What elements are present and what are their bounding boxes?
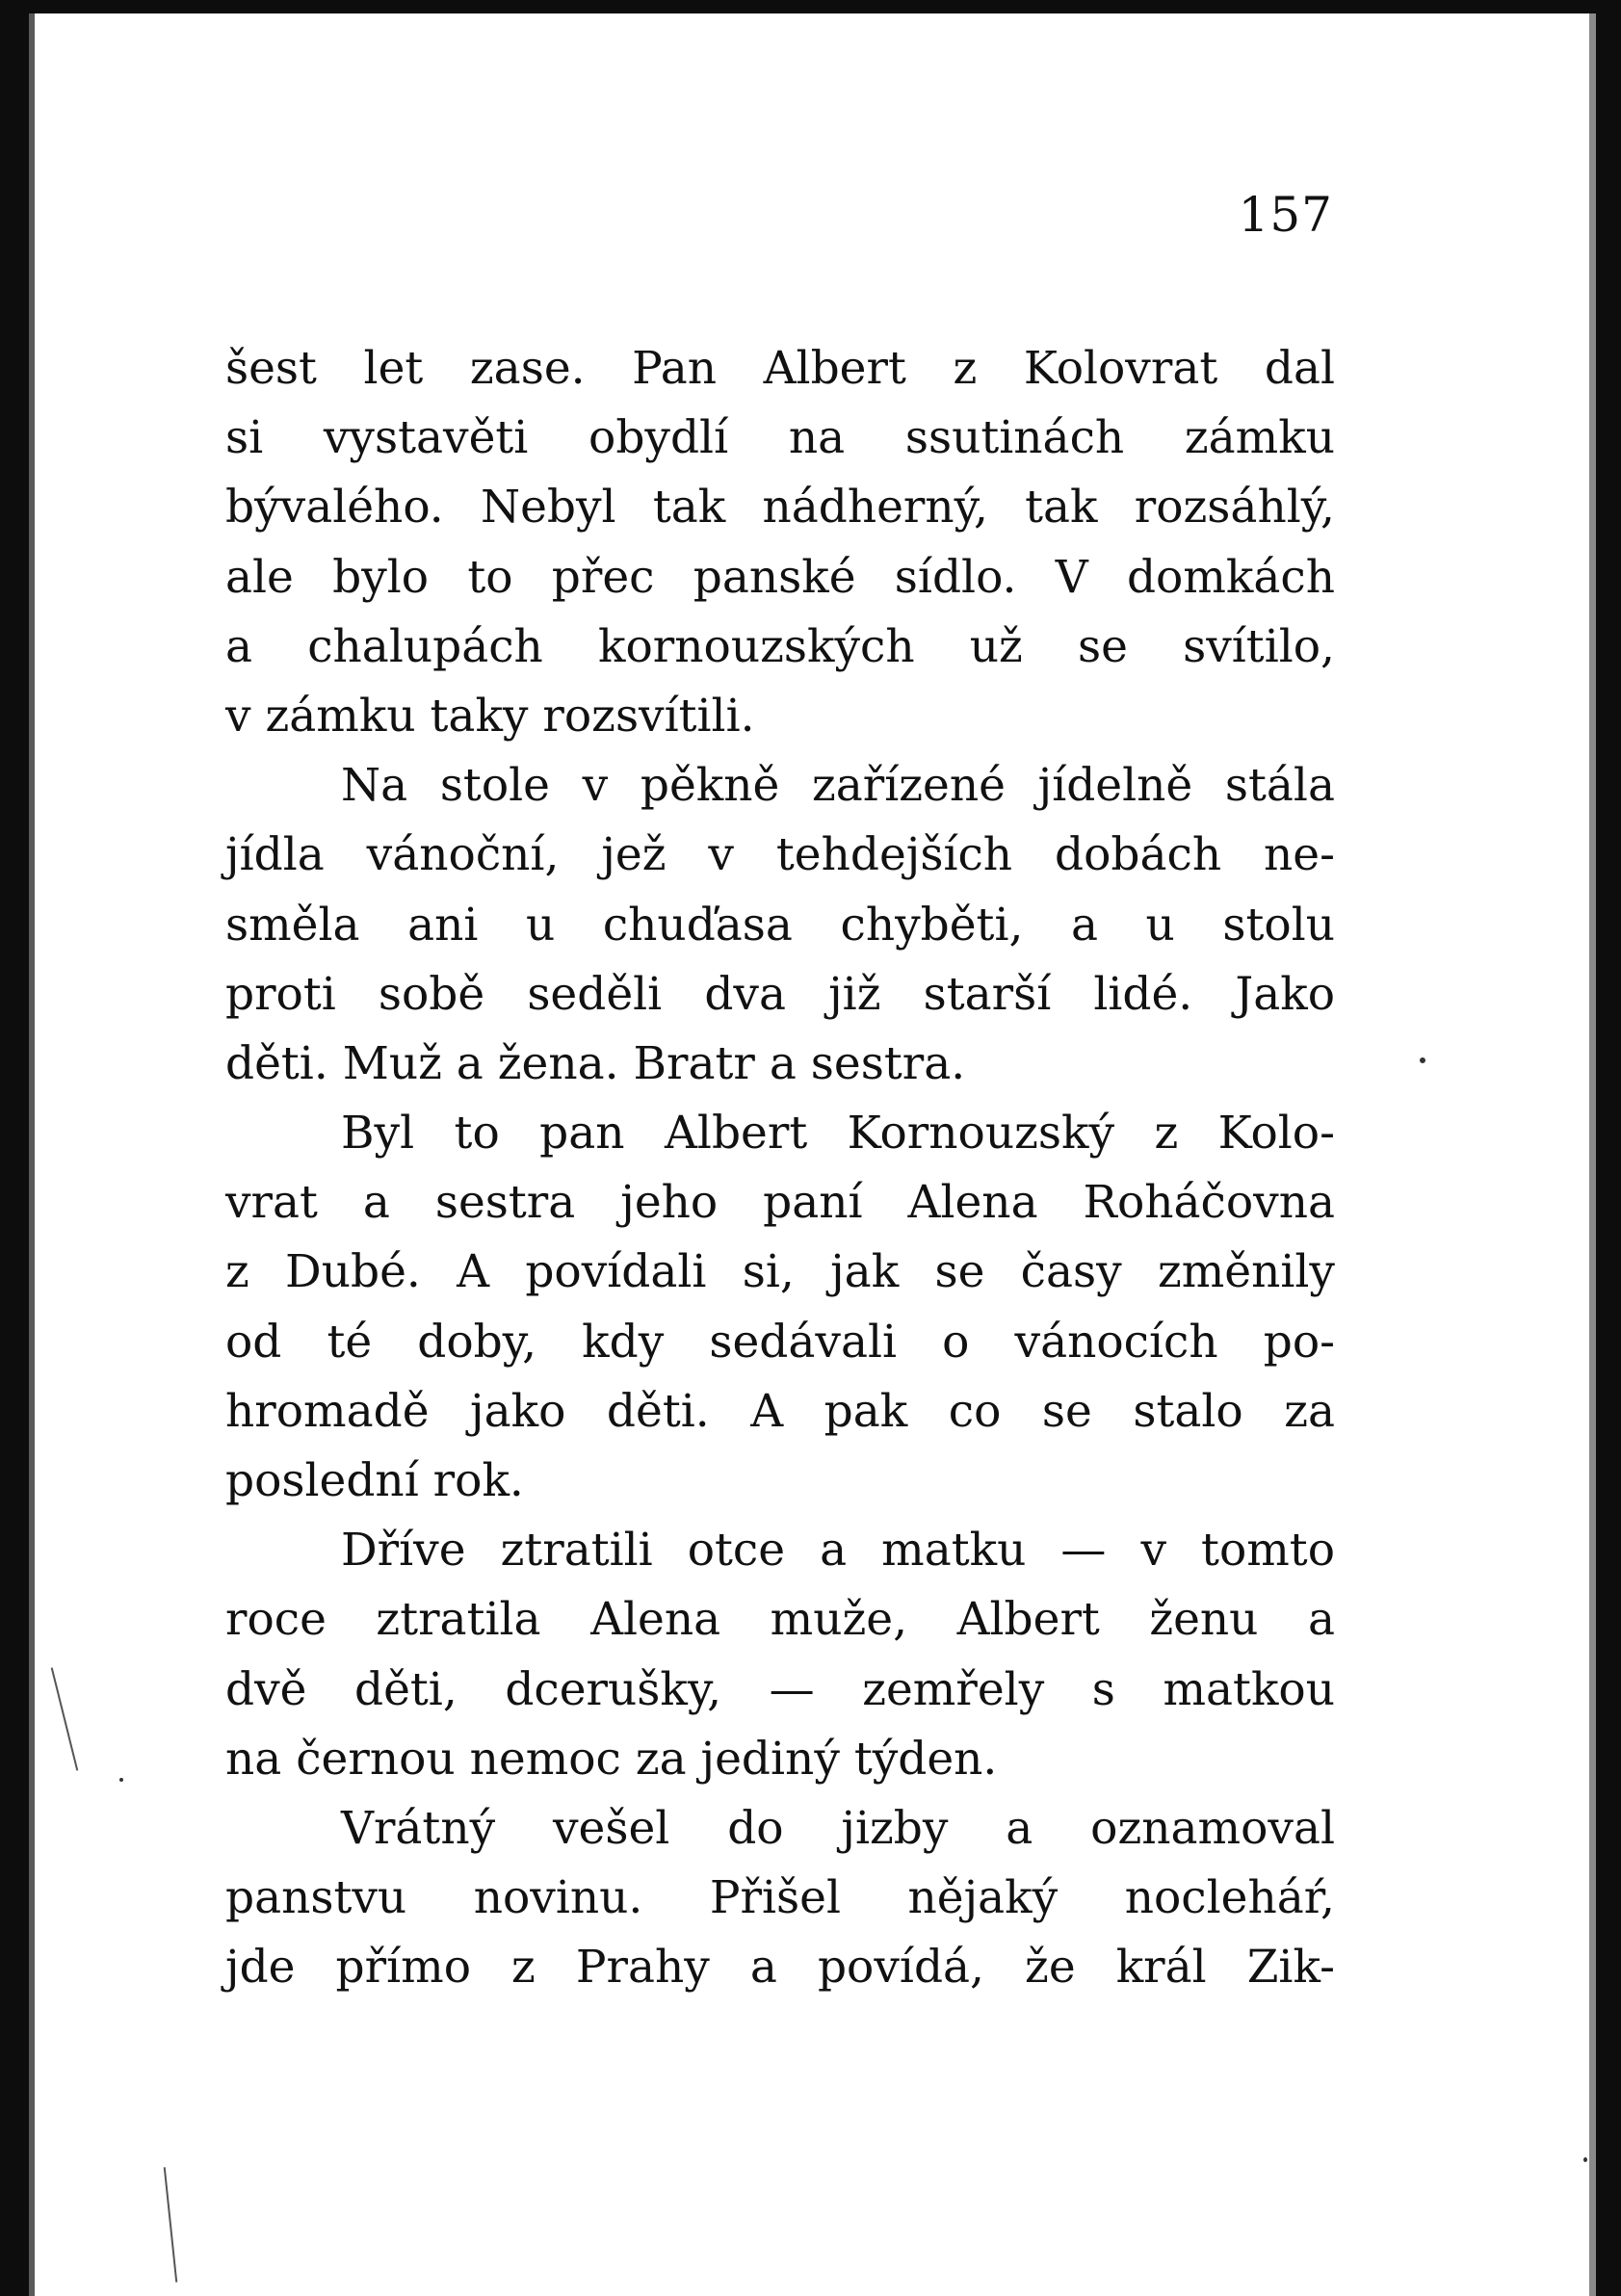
text-line: v zámku taky rozsvítili. xyxy=(225,689,755,743)
scan-border-right-shadow xyxy=(1589,13,1596,2296)
text-line: šest let zase. Pan Albert z Kolovrat dal xyxy=(225,342,1335,395)
text-line: a chalupách kornouzských už se svítilo, xyxy=(225,619,1335,673)
text-line: jídla vánoční, jež v tehdejších dobách ne- xyxy=(225,828,1335,882)
scan-scratch xyxy=(164,2167,178,2283)
scan-scratch xyxy=(51,1667,79,1770)
scan-border-right xyxy=(1596,0,1621,2296)
text-line: děti. Muž a žena. Bratr a sestra. xyxy=(225,1036,966,1090)
text-line: ale bylo to přec panské sídlo. V domkách xyxy=(225,550,1335,604)
text-line: proti sobě seděli dva již starší lidé. Jako xyxy=(225,967,1335,1021)
text-line: Byl to pan Albert Kornouzský z Kolo- xyxy=(341,1107,1335,1161)
scan-speck xyxy=(1420,1057,1425,1063)
text-line: roce ztratila Alena muže, Albert ženu a xyxy=(225,1593,1335,1647)
text-line: Vrátný vešel do jizby a oznamoval xyxy=(341,1801,1335,1855)
text-line: jde přímo z Prahy a povídá, že král Zik- xyxy=(225,1941,1335,1995)
scan-speck xyxy=(1583,2157,1587,2162)
text-line: Na stole v pěkně zařízené jídelně stála xyxy=(341,759,1335,813)
text-line: z Dubé. A povídali si, jak se časy změnily xyxy=(225,1245,1335,1299)
scan-border-top xyxy=(0,0,1621,13)
text-line: si vystavěti obydlí na ssutinách zámku xyxy=(225,411,1335,465)
text-line: Dříve ztratili otce a matku — v tomto xyxy=(341,1524,1335,1578)
scan-border-left xyxy=(0,0,29,2296)
text-line: poslední rok. xyxy=(225,1454,524,1507)
text-line: na černou nemoc za jediný týden. xyxy=(225,1732,998,1786)
text-line: směla ani u chuďasa chyběti, a u stolu xyxy=(225,898,1335,952)
page-number: 157 xyxy=(1238,187,1333,243)
body-text xyxy=(225,334,1335,2003)
text-line: od té doby, kdy sedávali o vánocích po- xyxy=(225,1315,1335,1369)
scan-border-left-shadow xyxy=(29,13,35,2296)
text-line: vrat a sestra jeho paní Alena Roháčovna xyxy=(225,1176,1335,1230)
scan-speck xyxy=(119,1778,123,1782)
text-line: bývalého. Nebyl tak nádherný, tak rozsáhlý, xyxy=(225,481,1335,535)
text-line: dvě děti, dcerušky, — zemřely s matkou xyxy=(225,1662,1335,1716)
text-line: hromadě jako děti. A pak co se stalo za xyxy=(225,1384,1335,1438)
text-line: panstvu novinu. Přišel nějaký nocleháŕ, xyxy=(225,1871,1335,1925)
